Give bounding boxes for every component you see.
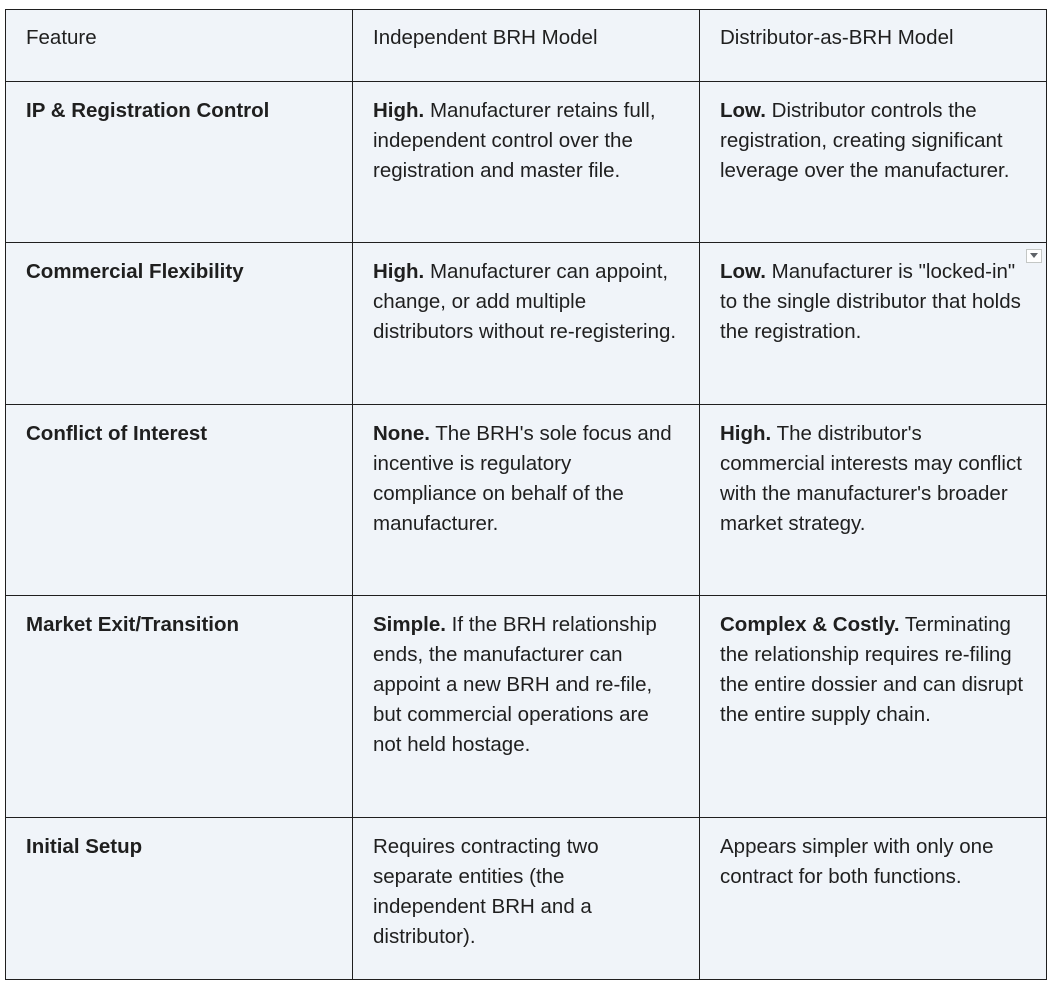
rating-label: Low. (720, 260, 766, 283)
rating-label: Low. (720, 99, 766, 122)
cell-text: Terminating the relationship requires re-filing the entire dossier and can disrupt the entire supply chain. (720, 613, 1024, 726)
cell-text: The distributor's commercial interests may conflict with the manufacturer's broader market strategy. (720, 422, 1022, 535)
comparison-table (5, 9, 1047, 980)
feature-cell: Commercial Flexibility (6, 243, 353, 405)
cell-text: Manufacturer is "locked-in" to the single distributor that holds the registration. (720, 260, 1021, 343)
cell-text: If the BRH relationship ends, the manufacturer can appoint a new BRH and re-file, but commercial operations are not held hostage. (373, 613, 657, 756)
rating-label: Simple. (373, 613, 446, 636)
cell-text: Manufacturer retains full, independent control over the registration and master file. (373, 99, 656, 182)
feature-cell: Initial Setup (6, 818, 353, 980)
header-distributor-brh: Distributor-as-BRH Model (700, 10, 1047, 82)
rating-label: High. (373, 260, 425, 283)
rating-label: High. (373, 99, 425, 122)
table-header-row (6, 10, 1047, 82)
cell-text: Requires contracting two separate entities (the independent BRH and a distributor). (373, 835, 599, 948)
independent-cell (353, 243, 700, 405)
independent-cell (353, 596, 700, 818)
cell-text: Manufacturer can appoint, change, or add multiple distributors without re-registering. (373, 260, 677, 343)
cell-text: The BRH's sole focus and incentive is regulatory compliance on behalf of the manufacturer. (373, 422, 672, 535)
distributor-cell (700, 82, 1047, 243)
distributor-cell (700, 243, 1047, 405)
independent-cell (353, 405, 700, 596)
rating-label: High. (720, 422, 772, 445)
feature-cell: IP & Registration Control (6, 82, 353, 243)
distributor-cell (700, 405, 1047, 596)
feature-cell: Market Exit/Transition (6, 596, 353, 818)
header-feature: Feature (6, 10, 353, 82)
distributor-cell (700, 596, 1047, 818)
table-row (6, 818, 1047, 980)
table-row (6, 405, 1047, 596)
independent-cell (353, 818, 700, 980)
table-row (6, 82, 1047, 243)
header-independent-brh: Independent BRH Model (353, 10, 700, 82)
table-row (6, 596, 1047, 818)
feature-cell: Conflict of Interest (6, 405, 353, 596)
cell-text: Distributor controls the registration, creating significant leverage over the manufacturer. (720, 99, 1010, 182)
independent-cell (353, 82, 700, 243)
rating-label: None. (373, 422, 430, 445)
cell-text: Appears simpler with only one contract for both functions. (720, 835, 994, 888)
chevron-down-icon[interactable] (1026, 249, 1042, 263)
distributor-cell (700, 818, 1047, 980)
table-row (6, 243, 1047, 405)
rating-label: Complex & Costly. (720, 613, 900, 636)
